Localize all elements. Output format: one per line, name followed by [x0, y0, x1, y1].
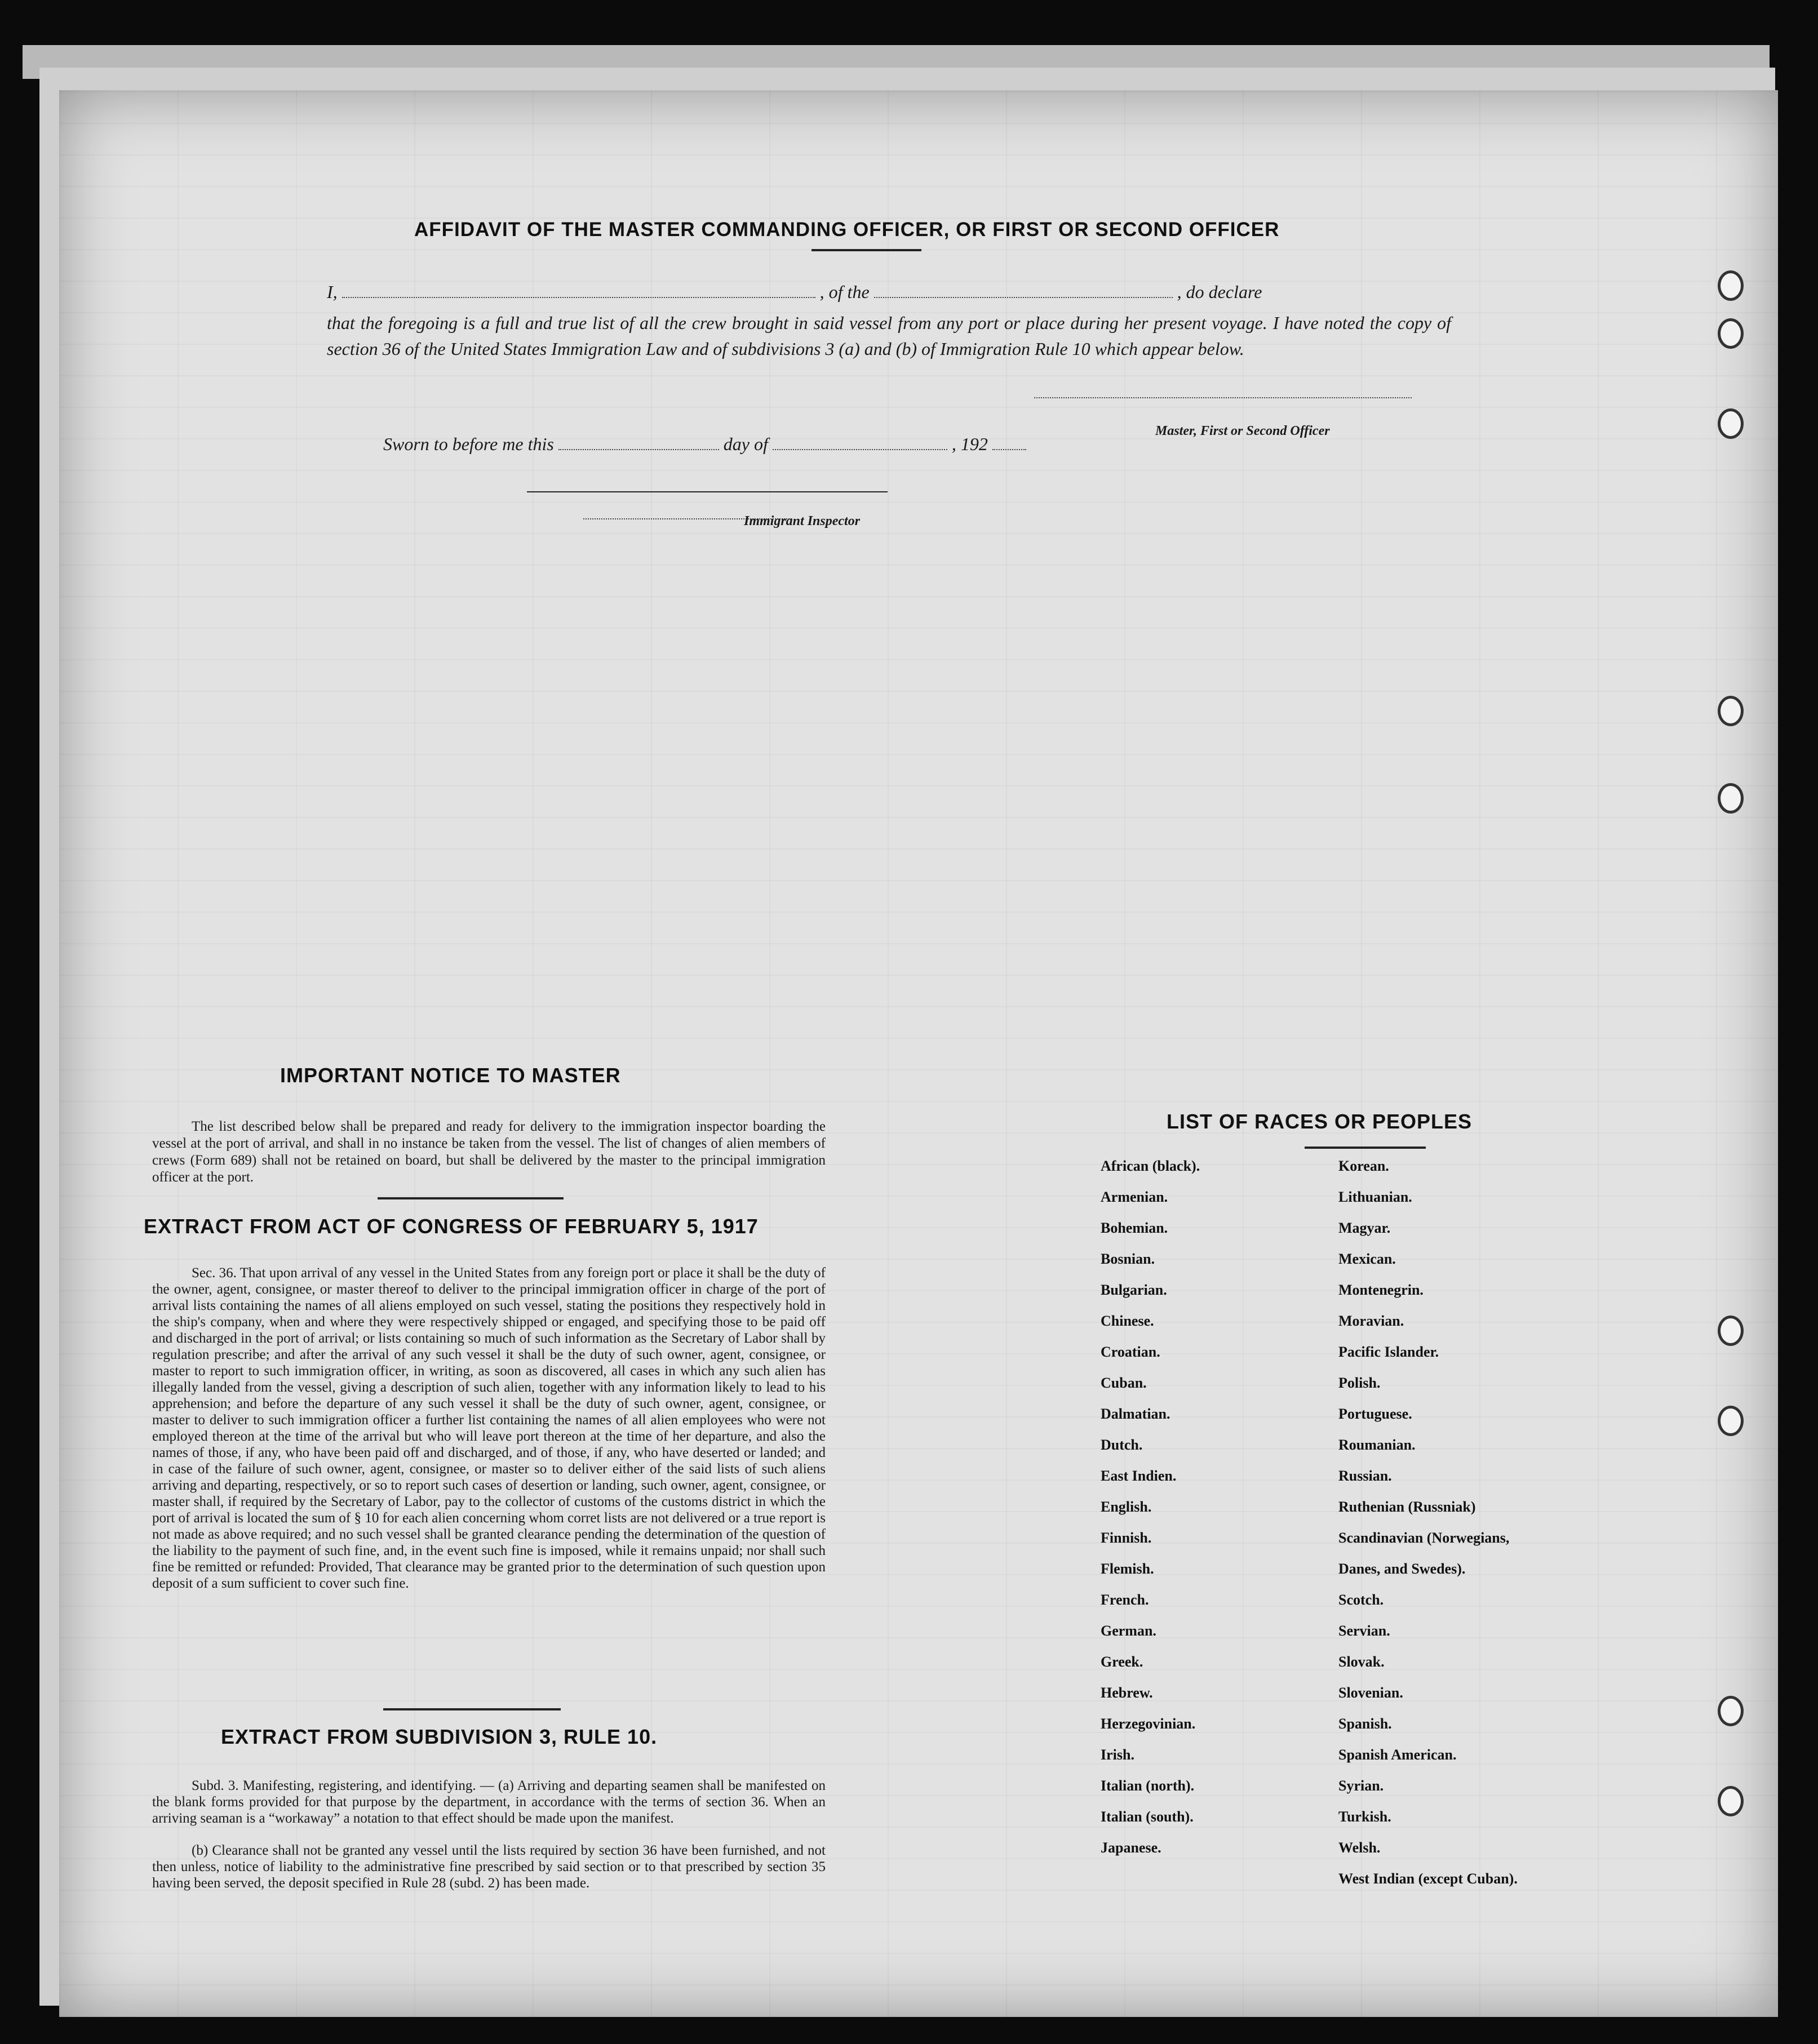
race-item: Armenian.: [1101, 1189, 1168, 1205]
race-item: East Indien.: [1101, 1468, 1177, 1484]
inspector-label: Immigrant Inspector: [744, 514, 861, 528]
races-title: LIST OF RACES OR PEOPLES: [1167, 1110, 1473, 1133]
race-item: Turkish.: [1338, 1809, 1391, 1825]
rule-para-b: (b) Clearance shall not be granted any vessel until the lists required by section 36 have been furnished, and not then unless, notice of liability to the administrative fine prescribed by said section or to that prescribed by section 35 having been served, the deposit specified in Rule 28 (subd. 2) has been made.: [152, 1843, 826, 1891]
punch-hole: [1718, 318, 1744, 349]
race-item: Dalmatian.: [1101, 1406, 1170, 1422]
name-blank[interactable]: [342, 297, 815, 298]
punch-hole: [1718, 1316, 1744, 1346]
master-signature-label: Master, First or Second Officer: [1155, 424, 1330, 438]
notice-title: IMPORTANT NOTICE TO MASTER: [280, 1064, 621, 1087]
sworn-day-of: day of: [723, 434, 768, 454]
race-item: Bulgarian.: [1101, 1282, 1167, 1298]
declaration-i: I,: [327, 282, 338, 302]
declaration-declare: , do declare: [1177, 282, 1262, 302]
race-item: English.: [1101, 1499, 1152, 1515]
race-item: Lithuanian.: [1338, 1189, 1412, 1205]
sworn-month-blank[interactable]: [773, 449, 947, 450]
race-item: Flemish.: [1101, 1561, 1154, 1577]
race-item: Montenegrin.: [1338, 1282, 1424, 1298]
race-item: Russian.: [1338, 1468, 1392, 1484]
race-item: Welsh.: [1338, 1839, 1381, 1856]
race-item: Greek.: [1101, 1654, 1143, 1670]
race-item: Moravian.: [1338, 1313, 1404, 1329]
punch-hole: [1718, 270, 1744, 301]
race-item: Bohemian.: [1101, 1220, 1168, 1236]
race-item: Spanish American.: [1338, 1747, 1457, 1763]
declaration-body: that the foregoing is a full and true list of all the crew brought in said vessel from any port or place during her present voyage. I have noted the copy of section 36 of the United States Immigration Law and of subdivisions 3 (a) and (b) of Immigration Rule 10 which appear below.: [327, 313, 1451, 359]
race-item: Bosnian.: [1101, 1251, 1155, 1267]
race-item: Italian (north).: [1101, 1778, 1195, 1794]
title-rule: [812, 249, 921, 251]
race-item: German.: [1101, 1623, 1156, 1639]
race-item: Portuguese.: [1338, 1406, 1412, 1422]
races-rule: [1305, 1147, 1426, 1149]
section-rule-1: [378, 1197, 564, 1199]
race-item: Hebrew.: [1101, 1685, 1153, 1701]
declaration-of-the: , of the: [819, 282, 870, 302]
punch-hole: [1718, 1406, 1744, 1436]
punch-hole: [1718, 696, 1744, 726]
punch-hole: [1718, 783, 1744, 814]
race-item: Irish.: [1101, 1747, 1134, 1763]
act-title: EXTRACT FROM ACT OF CONGRESS OF FEBRUARY 5, 1917: [144, 1215, 759, 1238]
race-item: Slovenian.: [1338, 1685, 1403, 1701]
race-item: Polish.: [1338, 1375, 1381, 1391]
rule-para-a: Subd. 3. Manifesting, registering, and identifying. — (a) Arriving and departing seamen shall be manifested on the blank forms provided for that purpose by the department, in accordance with the terms of section 36. When an arriving seaman is a “workaway” a notation to that effect should be made upon the manifest.: [152, 1778, 826, 1826]
race-item: West Indian (except Cuban).: [1338, 1870, 1518, 1887]
punch-hole: [1718, 1786, 1744, 1816]
race-item: Mexican.: [1338, 1251, 1396, 1267]
race-item: Scotch.: [1338, 1592, 1384, 1608]
vessel-blank[interactable]: [874, 297, 1173, 298]
punch-hole: [1718, 1696, 1744, 1726]
race-item: Syrian.: [1338, 1778, 1384, 1794]
race-item: Scandinavian (Norwegians,: [1338, 1530, 1510, 1546]
act-body: Sec. 36. That upon arrival of any vessel in the United States from any foreign port or place it shall be the duty of the owner, agent, consignee, or master thereof to deliver to the principal immigration officer in charge of the port of arrival lists containing the names of all aliens employed on such vessel, stating the positions they respectively hold in the ship's company, when and where they were respectively shipped or engaged, and specifying those to be paid off and discharged in the port of arrival; or lists containing so much of such information as the Secretary of Labor shall by regulation prescribe; and after the arrival of any such vessel it shall be the duty of such owner, agent, consignee, or master to report to such immigration officer, in writing, as soon as discovered, all cases in which any such alien has illegally landed from the vessel, giving a description of such alien, together with any information likely to lead to his apprehension; and before the departure of any such vessel it shall be the duty of such owner, agent, consignee, or master to deliver to such immigration officer a further list containing the names of all alien employees who were not employed thereon at the time of the arrival but who will leave port thereon at the time of her departure, and also the names of those, if any, who have been paid off and discharged, and of those, if any, who have deserted or landed; and in case of the failure of such owner, agent, consignee, or master so to deliver either of the said lists of such aliens arriving and departing, respectively, or so to report such cases of desertion or landing, such owner, agent, consignee, or master shall, if required by the Secretary of Labor, pay to the collector of customs of the customs district in which the port of arrival is located the sum of § 10 for each alien concerning whom corret lists are not delivered or a true report is not made as above required; and no such vessel shall be granted clearance pending the determination of the question of the liability to the payment of such fine, and, in the event such fine is imposed, while it remains unpaid; nor shall such fine be remitted or refunded: Provided, That clearance may be granted prior to the determination of such question upon deposit of a sum sufficient to cover such fine.: [152, 1265, 826, 1591]
races-column-2: [1338, 1158, 1654, 1901]
race-item: Spanish.: [1338, 1716, 1392, 1732]
race-item: Chinese.: [1101, 1313, 1154, 1329]
form-page: [59, 90, 1778, 2017]
race-item: Ruthenian (Russniak): [1338, 1499, 1476, 1515]
sworn-year-blank[interactable]: [992, 449, 1026, 450]
master-signature-line[interactable]: [1034, 397, 1412, 398]
race-item: Cuban.: [1101, 1375, 1147, 1391]
race-item: Japanese.: [1101, 1839, 1161, 1856]
race-item: Servian.: [1338, 1623, 1390, 1639]
race-item: Finnish.: [1101, 1530, 1152, 1546]
punch-hole: [1718, 408, 1744, 439]
rule-title: EXTRACT FROM SUBDIVISION 3, RULE 10.: [221, 1725, 658, 1748]
race-item: Danes, and Swedes).: [1338, 1561, 1466, 1577]
section-rule-2: [383, 1708, 561, 1710]
sworn-day-blank[interactable]: [558, 449, 719, 450]
inspector-signature-line: [527, 491, 888, 492]
sworn-year: , 192: [951, 434, 988, 454]
sworn-line: [383, 434, 1026, 455]
race-item: Dutch.: [1101, 1437, 1143, 1453]
race-item: Herzegovinian.: [1101, 1716, 1196, 1732]
race-item: Slovak.: [1338, 1654, 1385, 1670]
race-item: Pacific Islander.: [1338, 1344, 1439, 1360]
race-item: African (black).: [1101, 1158, 1200, 1174]
notice-body: The list described below shall be prepared and ready for delivery to the immigration inspector boarding the vessel at the port of arrival, and shall in no instance be taken from the vessel. The list of changes of alien members of crews (Form 689) shall not be retained on board, but shall be delivered by the master to the principal immigration officer at the port.: [152, 1119, 826, 1185]
race-item: Roumanian.: [1338, 1437, 1416, 1453]
race-item: Italian (south).: [1101, 1809, 1194, 1825]
race-item: Magyar.: [1338, 1220, 1391, 1236]
affidavit-title: AFFIDAVIT OF THE MASTER COMMANDING OFFICER, OR FIRST OR SECOND OFFICER: [414, 219, 1280, 241]
race-item: Korean.: [1338, 1158, 1389, 1174]
sworn-label: Sworn to before me this: [383, 434, 554, 454]
race-item: French.: [1101, 1592, 1149, 1608]
race-item: Croatian.: [1101, 1344, 1160, 1360]
declaration-line: [327, 282, 1454, 303]
races-column-1: [1101, 1158, 1337, 1870]
